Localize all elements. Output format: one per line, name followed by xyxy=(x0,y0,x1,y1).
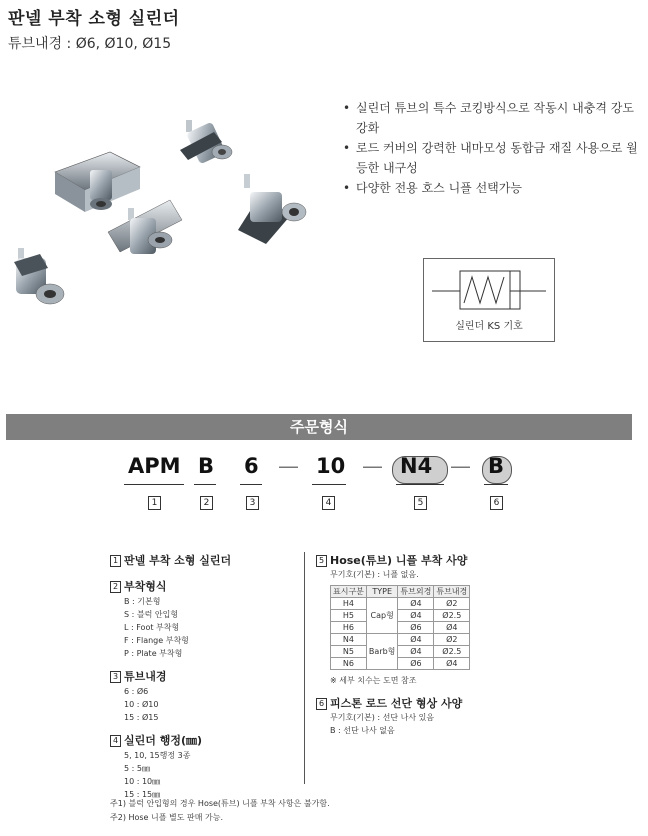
table-row xyxy=(331,622,470,634)
table-header-cell: TYPE xyxy=(366,586,398,598)
cylinder-flange-type xyxy=(108,200,182,254)
section-title: 부착형식 xyxy=(124,580,167,593)
section-6 xyxy=(316,695,516,711)
table-header-cell: 튜브외경 xyxy=(398,586,434,598)
list-item: P : Plate 부착형 xyxy=(124,649,183,658)
table-header-cell: 표시구분 xyxy=(331,586,367,598)
code-number: 5 xyxy=(414,496,427,510)
code-part-bore: 6 xyxy=(244,454,259,478)
code-underline xyxy=(194,484,216,485)
section-5-footnote: ※ 세부 치수는 도면 참조 xyxy=(330,676,417,685)
footnote-2: 주2) Hose 니플 별도 판매 가능. xyxy=(110,813,224,822)
section-number: 3 xyxy=(110,671,121,683)
table-cell: Ø6 xyxy=(398,622,434,634)
section-1 xyxy=(110,552,300,568)
list-item: 10 : Ø10 xyxy=(124,700,159,709)
table-cell: Ø4 xyxy=(398,610,434,622)
code-number: 3 xyxy=(246,496,259,510)
section-number: 2 xyxy=(110,581,121,593)
section-4-items xyxy=(110,749,300,801)
table-cell: Ø6 xyxy=(398,658,434,670)
table-cell: N4 xyxy=(331,634,367,646)
table-cell: Cap형 xyxy=(366,598,398,634)
table-cell: Ø2.5 xyxy=(434,646,470,658)
section-6-items xyxy=(316,711,516,737)
cylinder-foot-type xyxy=(238,174,306,244)
table-cell: H4 xyxy=(331,598,367,610)
cylinder-symbol-icon xyxy=(424,259,554,315)
code-part-mount: B xyxy=(198,454,215,478)
product-photo xyxy=(0,112,330,322)
table-row xyxy=(331,598,470,610)
feature-list xyxy=(343,98,643,198)
code-dash: — xyxy=(450,454,471,478)
list-item: S : 블럭 안입형 xyxy=(124,610,179,619)
list-item: B : 선단 나사 없음 xyxy=(330,726,395,735)
section-number: 5 xyxy=(316,555,327,567)
table-row xyxy=(331,646,470,658)
code-number: 1 xyxy=(148,496,161,510)
table-cell: Ø4 xyxy=(434,622,470,634)
code-dash: — xyxy=(362,454,383,478)
code-dash: — xyxy=(278,454,299,478)
table-cell: Ø4 xyxy=(398,634,434,646)
list-item: 5, 10, 15행정 3종 xyxy=(124,751,191,760)
table-header-row xyxy=(331,586,470,598)
section-3 xyxy=(110,668,300,684)
table-cell: N6 xyxy=(331,658,367,670)
table-cell: Ø2 xyxy=(434,598,470,610)
table-cell: Ø4 xyxy=(398,646,434,658)
section-4 xyxy=(110,732,300,748)
section-number: 6 xyxy=(316,698,327,710)
code-number: 4 xyxy=(322,496,335,510)
code-part-rod: B xyxy=(488,454,505,478)
code-part-nipple: N4 xyxy=(400,454,433,478)
section-number: 1 xyxy=(110,555,121,567)
column-divider xyxy=(304,552,305,784)
section-title: Hose(튜브) 니플 부착 사양 xyxy=(330,554,468,567)
table-cell: Ø4 xyxy=(398,598,434,610)
table-row xyxy=(331,658,470,670)
table-cell: Ø2 xyxy=(434,634,470,646)
list-item: L : Foot 부착형 xyxy=(124,623,180,632)
table-header-cell: 튜브내경 xyxy=(434,586,470,598)
table-cell: H5 xyxy=(331,610,367,622)
section-title: 피스톤 로드 선단 형상 사양 xyxy=(330,697,463,710)
list-item: 10 : 10㎜ xyxy=(124,777,161,786)
feature-item: • 로드 커버의 강력한 내마모성 동합금 재질 사용으로 월등한 내구성 xyxy=(343,138,643,178)
code-underline xyxy=(396,484,444,485)
code-underline xyxy=(312,484,346,485)
list-item: 15 : Ø15 xyxy=(124,713,159,722)
ks-symbol-label: 실린더 KS 기호 xyxy=(455,321,523,332)
code-number: 6 xyxy=(490,496,503,510)
feature-item: • 실린더 튜브의 특수 코킹방식으로 작동시 내충격 강도 강화 xyxy=(343,98,643,138)
list-item: 5 : 5㎜ xyxy=(124,764,150,773)
code-underline xyxy=(484,484,508,485)
footnote-1: 주1) 블럭 안입형의 경우 Hose(튜브) 니플 부착 사항은 불가함. xyxy=(110,799,330,808)
list-item: 무기호(기본) : 선단 나사 있음 xyxy=(330,713,435,722)
section-3-items xyxy=(110,685,300,724)
section-title: 튜브내경 xyxy=(124,670,167,683)
order-format-banner: 주문형식 xyxy=(6,414,632,440)
table-cell: Ø2.5 xyxy=(434,610,470,622)
spec-right-column xyxy=(316,552,516,737)
table-row xyxy=(331,634,470,646)
hose-nipple-table xyxy=(330,585,470,670)
list-item: 15 : 15㎜ xyxy=(124,790,161,799)
list-item: 6 : Ø6 xyxy=(124,687,149,696)
ks-symbol-box xyxy=(423,258,555,342)
table-cell: Barb형 xyxy=(366,634,398,670)
code-part-stroke: 10 xyxy=(316,454,346,478)
list-item: F : Flange 부착형 xyxy=(124,636,189,645)
table-cell: H6 xyxy=(331,622,367,634)
page-title: 판넬 부착 소형 실린더 xyxy=(8,9,180,29)
cylinder-block-type xyxy=(55,152,140,212)
section-title: 판넬 부착 소형 실린더 xyxy=(124,554,232,567)
spec-left-column xyxy=(110,552,300,801)
list-item: B : 기본형 xyxy=(124,597,161,606)
code-underline xyxy=(240,484,262,485)
table-cell: N5 xyxy=(331,646,367,658)
code-part-apm: APM xyxy=(128,454,181,478)
cylinder-basic-type xyxy=(14,248,64,304)
section-2-items xyxy=(110,595,300,660)
cylinder-small-top xyxy=(180,120,232,164)
table-cell: Ø4 xyxy=(434,658,470,670)
table-row xyxy=(331,610,470,622)
feature-item: • 다양한 전용 호스 니플 선택가능 xyxy=(343,178,643,198)
section-5 xyxy=(316,552,516,568)
section-number: 4 xyxy=(110,735,121,747)
section-title: 실린더 행정(㎜) xyxy=(124,734,203,747)
code-number: 2 xyxy=(200,496,213,510)
section-2 xyxy=(110,578,300,594)
code-underline xyxy=(124,484,184,485)
section-5-note: 무기호(기본) : 니플 없음. xyxy=(330,570,419,579)
page-subtitle: 튜브내경 : Ø6, Ø10, Ø15 xyxy=(8,36,172,52)
